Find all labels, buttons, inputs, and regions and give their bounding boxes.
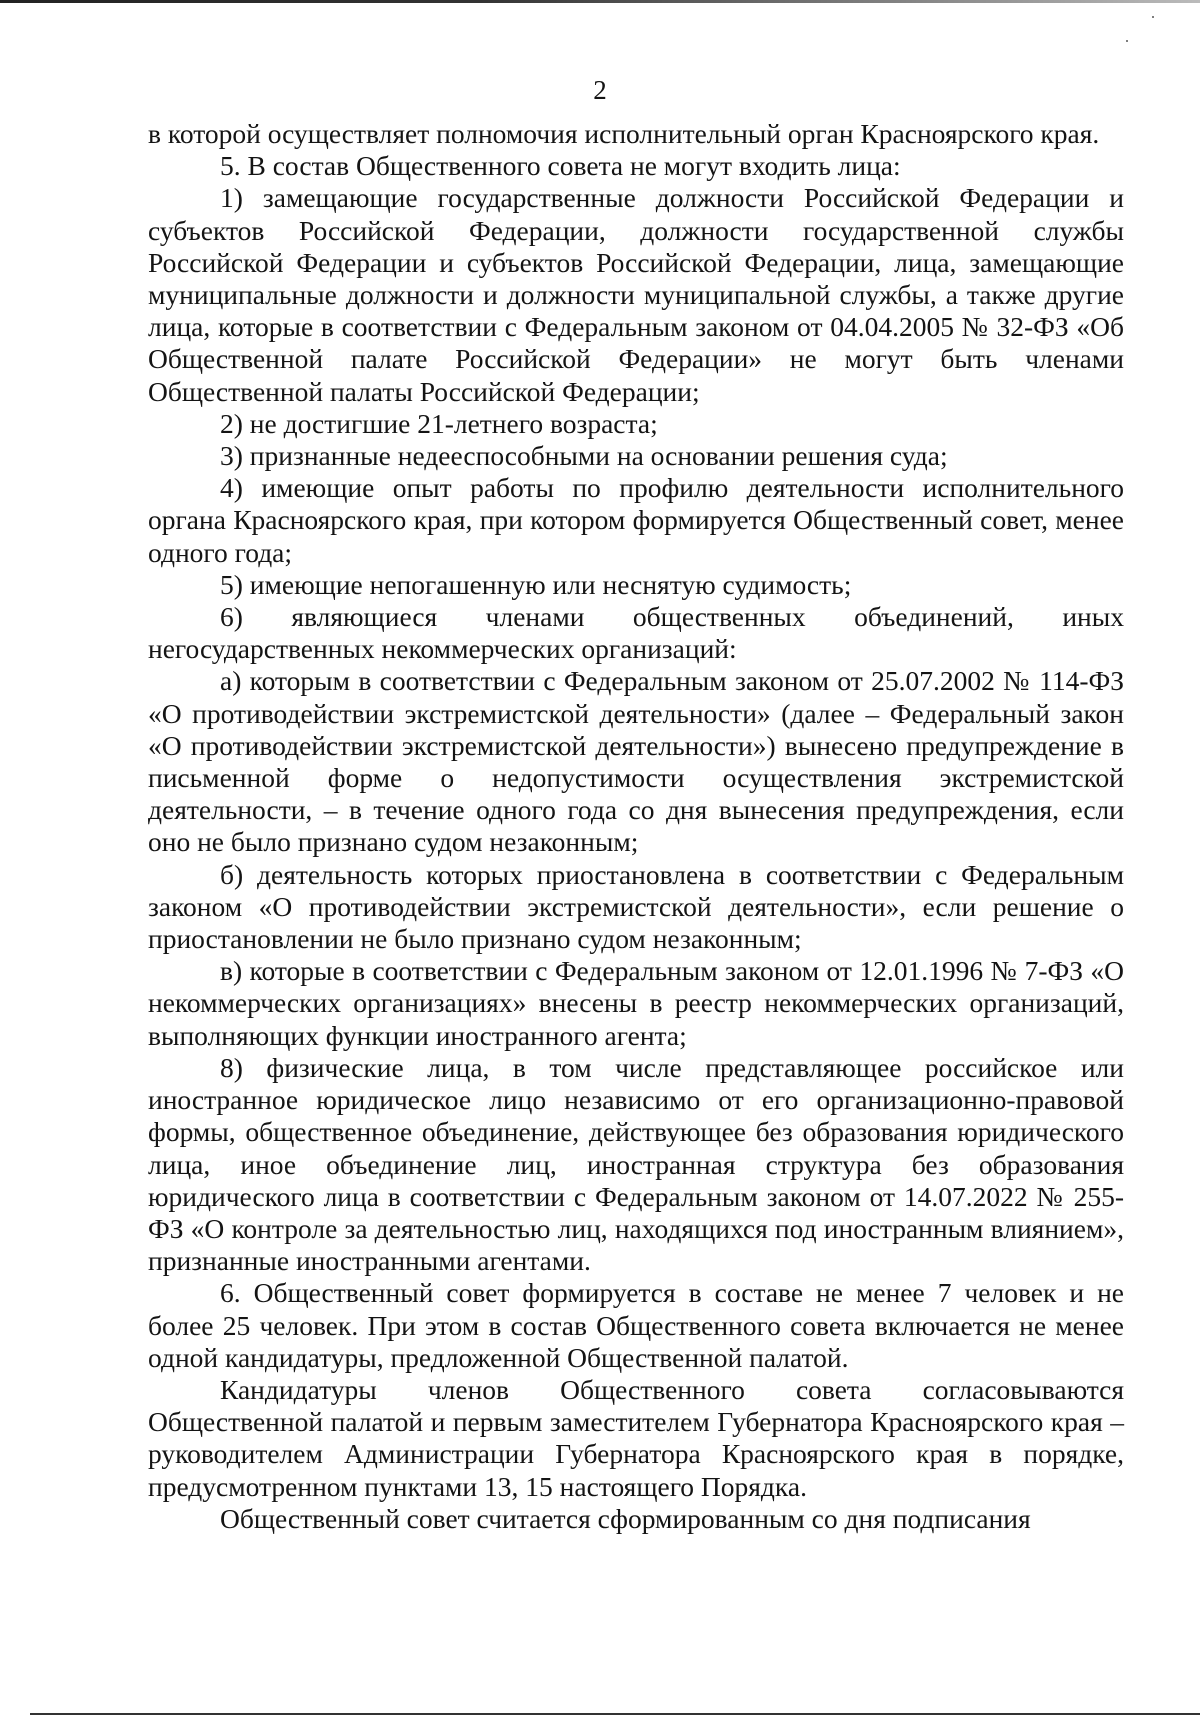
- paragraph: Общественный совет считается сформированным со дня подписания: [220, 1502, 1031, 1534]
- paragraph: Кандидатуры членов Общественного совета согласовываются Общественной палатой и первым заместителем Губернатора Красноярского края – руководителем Администрации Губернатора Красноярского края в порядке, предусмотренном пунктами 13, 15 настоящего Порядка.: [148, 1373, 1124, 1502]
- scan-bottom-edge: [30, 1713, 1200, 1715]
- paragraph: в) которые в соответствии с Федеральным законом от 12.01.1996 № 7-ФЗ «О некоммерческих организациях» внесены в реестр некоммерческих организаций, выполняющих функции иностранного агента;: [148, 955, 1124, 1051]
- paragraph: 8) физические лица, в том числе представляющее российское или иностранное юридическое лицо независимо от его организационно-правовой формы, общественное объединение, действующее без образования юридического лица, иное объединение лиц, иностранная структура без образования юридического лица в соответствии с Федеральным законом от 14.07.2022 № 255-ФЗ «О контроле за деятельностью лиц, находящихся под иностранным влиянием», признанные иностранными агентами.: [148, 1051, 1124, 1277]
- page-number: 2: [593, 75, 607, 105]
- paragraph: 2) не достигшие 21-летнего возраста;: [220, 407, 658, 439]
- paragraph: 5. В состав Общественного совета не могут входить лица:: [220, 150, 901, 182]
- paragraph: 5) имеющие непогашенную или неснятую судимость;: [220, 568, 852, 600]
- scan-speck: [1126, 40, 1128, 42]
- paragraph: а) которым в соответствии с Федеральным законом от 25.07.2002 № 114-ФЗ «О противодействии экстремистской деятельности» (далее – Федеральный закон «О противодействии экстремистской деятельности») вынесено предупреждение в письменной форме о недопустимости осуществления экстремистской деятельности, – в течение одного года со дня вынесения предупреждения, если оно не было признано судом незаконным;: [148, 665, 1124, 858]
- scan-speck: [1152, 16, 1154, 18]
- scan-top-edge: [0, 0, 1200, 3]
- paragraph: 1) замещающие государственные должности Российской Федерации и субъектов Российской Федерации, должности государственной службы Российской Федерации и субъектов Российской Федерации, лица, замещающие муниципальные должности и должности муниципальной службы, а также другие лица, которые в соответствии с Федеральным законом от 04.04.2005 № 32-ФЗ «Об Общественной палате Российской Федерации» не могут быть членами Общественной палаты Российской Федерации;: [148, 182, 1124, 407]
- paragraph: 6. Общественный совет формируется в составе не менее 7 человек и не более 25 человек. При этом в состав Общественного совета включается не менее одной кандидатуры, предложенной Общественной палатой.: [148, 1277, 1124, 1373]
- paragraph: 3) признанные недееспособными на основании решения суда;: [220, 440, 948, 472]
- paragraph: в которой осуществляет полномочия исполнительный орган Красноярского края.: [148, 118, 1100, 149]
- paragraph: 6) являющиеся членами общественных объединений, иных негосударственных некоммерческих организаций:: [148, 601, 1124, 665]
- paragraph: 4) имеющие опыт работы по профилю деятельности исполнительного органа Красноярского края, при котором формируется Общественный совет, менее одного года;: [148, 472, 1124, 568]
- document-body: [148, 118, 1124, 1535]
- paragraph: б) деятельность которых приостановлена в соответствии с Федеральным законом «О противодействии экстремистской деятельности», если решение о приостановлении не было признано судом незаконным;: [148, 858, 1124, 955]
